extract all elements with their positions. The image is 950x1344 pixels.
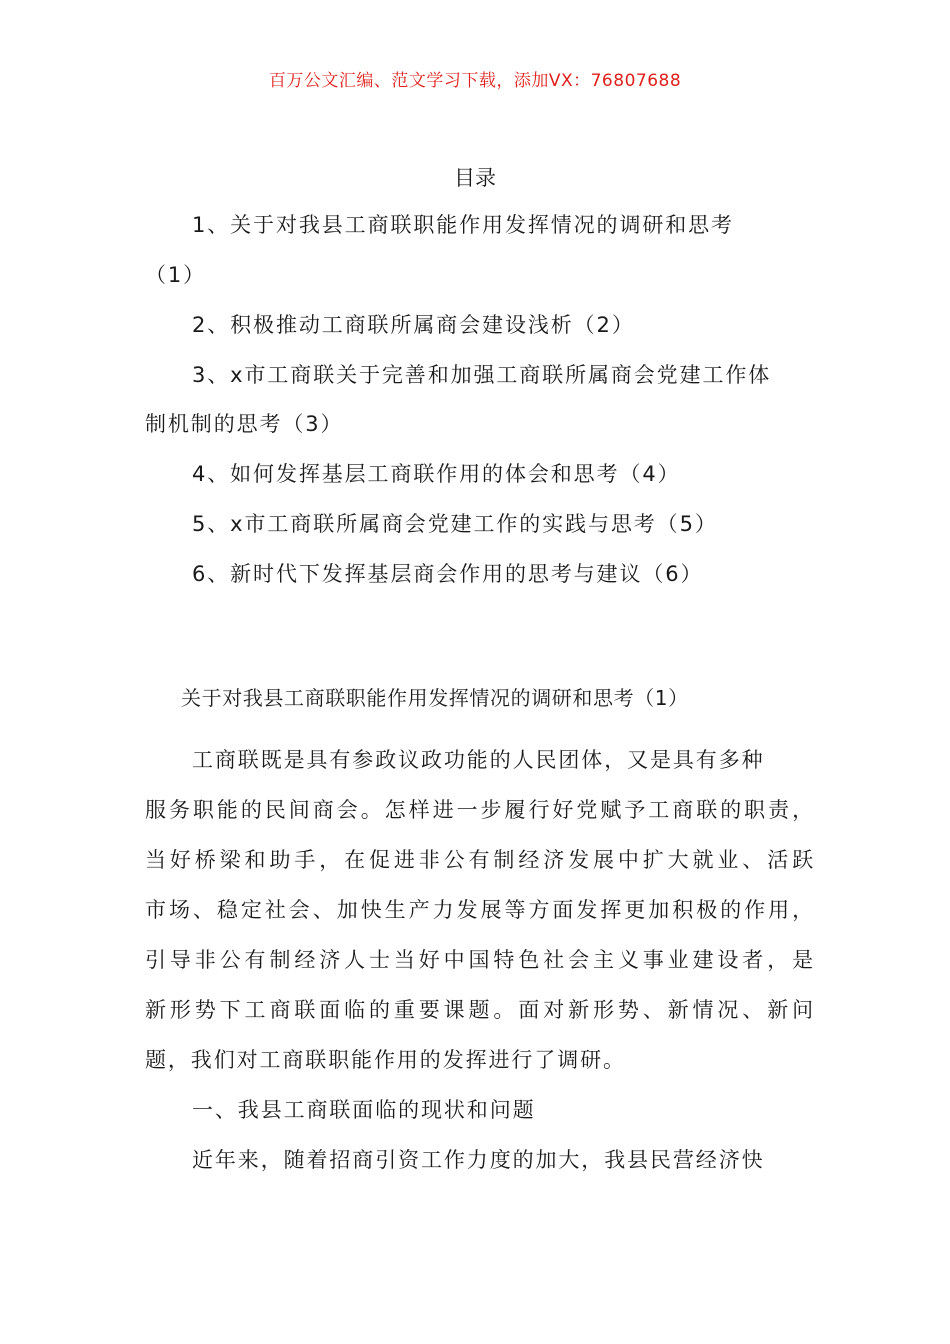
toc-title: 目录 xyxy=(454,166,496,190)
toc-item-3-cont: 制机制的思考（3） xyxy=(145,412,344,436)
toc-item-6: 6、新时代下发挥基层商会作用的思考与建议（6） xyxy=(192,562,704,586)
paragraph-line-4: 市场、稳定社会、加快生产力发展等方面发挥更加积极的作用， xyxy=(145,898,815,922)
paragraph-line-5: 引导非公有制经济人士当好中国特色社会主义事业建设者，是 xyxy=(145,948,815,972)
paragraph-line-2: 服务职能的民间商会。怎样进一步履行好党赋予工商联的职责， xyxy=(145,798,815,822)
paragraph-line-1: 工商联既是具有参政议政功能的人民团体，又是具有多种 xyxy=(192,748,765,772)
section-heading-1: 一、我县工商联面临的现状和问题 xyxy=(192,1098,536,1122)
paragraph-line-8: 近年来，随着招商引资工作力度的加大，我县民营经济快 xyxy=(192,1148,765,1172)
article-title: 关于对我县工商联职能作用发挥情况的调研和思考（1） xyxy=(181,686,689,710)
watermark-banner: 百万公文汇编、范文学习下载，添加VX：76807688 xyxy=(268,71,682,91)
paragraph-line-3: 当好桥梁和助手，在促进非公有制经济发展中扩大就业、活跃 xyxy=(145,848,815,872)
toc-item-5: 5、x市工商联所属商会党建工作的实践与思考（5） xyxy=(192,512,718,536)
paragraph-line-7: 题，我们对工商联职能作用的发挥进行了调研。 xyxy=(145,1048,626,1072)
paragraph-line-6: 新形势下工商联面临的重要课题。面对新形势、新情况、新问 xyxy=(145,998,815,1022)
toc-item-1-page: （1） xyxy=(145,263,207,287)
toc-item-2: 2、积极推动工商联所属商会建设浅析（2） xyxy=(192,313,635,337)
toc-item-1: 1、关于对我县工商联职能作用发挥情况的调研和思考 xyxy=(192,213,734,237)
toc-item-4: 4、如何发挥基层工商联作用的体会和思考（4） xyxy=(192,462,681,486)
toc-item-3: 3、x市工商联关于完善和加强工商联所属商会党建工作体 xyxy=(192,363,772,387)
